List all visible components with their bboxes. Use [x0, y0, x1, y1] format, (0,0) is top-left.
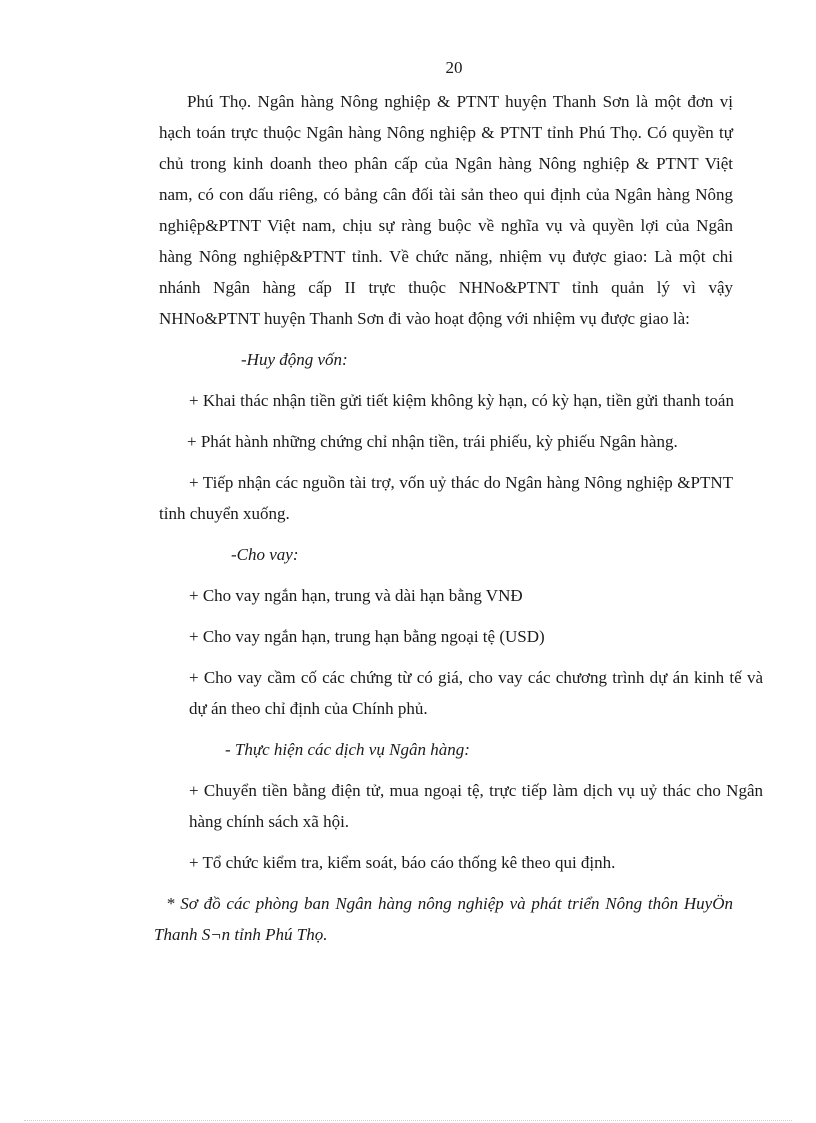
- intro-paragraph: Phú Thọ. Ngân hàng Nông nghiệp & PTNT huyện Thanh Sơn là một đơn vị hạch toán trực thuộc Ngân hàng Nông nghiệp & PTNT tỉnh Phú Thọ. Có quyền tự chủ trong kinh doanh theo phân cấp của Ngân hàng Nông nghiệp & PTNT Việt nam, có con dấu riêng, có bảng cân đối tài sản theo qui định của Ngân hàng Nông nghiệp&PTNT Việt nam, chịu sự ràng buộc về nghĩa vụ và quyền lợi của Ngân hàng Nông nghiệp&PTNT tỉnh. Về chức năng, nhiệm vụ được giao: Là một chi nhánh Ngân hàng cấp II trực thuộc NHNo&PTNT tỉnh quản lý vì vậy NHNo&PTNT huyện Thanh Sơn đi vào hoạt động với nhiệm vụ được giao là:: [159, 92, 733, 328]
- document-body: [0, 86, 816, 950]
- list-item: + Cho vay cầm cố các chứng từ có giá, cho vay các chương trình dự án kinh tế và dự án theo chỉ định của Chính phủ.: [189, 668, 763, 718]
- list-item: + Phát hành những chứng chỉ nhận tiền, trái phiếu, kỳ phiếu Ngân hàng.: [187, 432, 678, 451]
- diagram-caption: * Sơ đồ các phòng ban Ngân hàng nông nghiệp và phát triển Nông thôn HuyÖn Thanh S¬n tỉnh Phú Thọ.: [154, 894, 733, 944]
- list-item: + Chuyển tiền bằng điện tử, mua ngoại tệ, trực tiếp làm dịch vụ uỷ thác cho Ngân hàng chính sách xã hội.: [189, 781, 763, 831]
- section-heading-cho-vay: -Cho vay:: [231, 545, 299, 564]
- page-number: 20: [445, 58, 463, 77]
- page-bottom-divider: [24, 1120, 792, 1121]
- list-item: + Tiếp nhận các nguồn tài trợ, vốn uỷ thác do Ngân hàng Nông nghiệp &PTNT tỉnh chuyển xuống.: [159, 473, 733, 523]
- list-item: + Cho vay ngắn hạn, trung hạn bằng ngoại tệ (USD): [189, 627, 545, 646]
- list-item: + Cho vay ngắn hạn, trung và dài hạn bằng VNĐ: [189, 586, 523, 605]
- list-item: + Khai thác nhận tiền gửi tiết kiệm không kỳ hạn, có kỳ hạn, tiền gửi thanh toán: [189, 391, 734, 410]
- section-heading-dich-vu: - Thực hiện các dịch vụ Ngân hàng:: [225, 740, 470, 759]
- section-heading-huy-dong-von: -Huy động vốn:: [241, 350, 348, 369]
- list-item: + Tổ chức kiểm tra, kiểm soát, báo cáo thống kê theo qui định.: [189, 853, 616, 872]
